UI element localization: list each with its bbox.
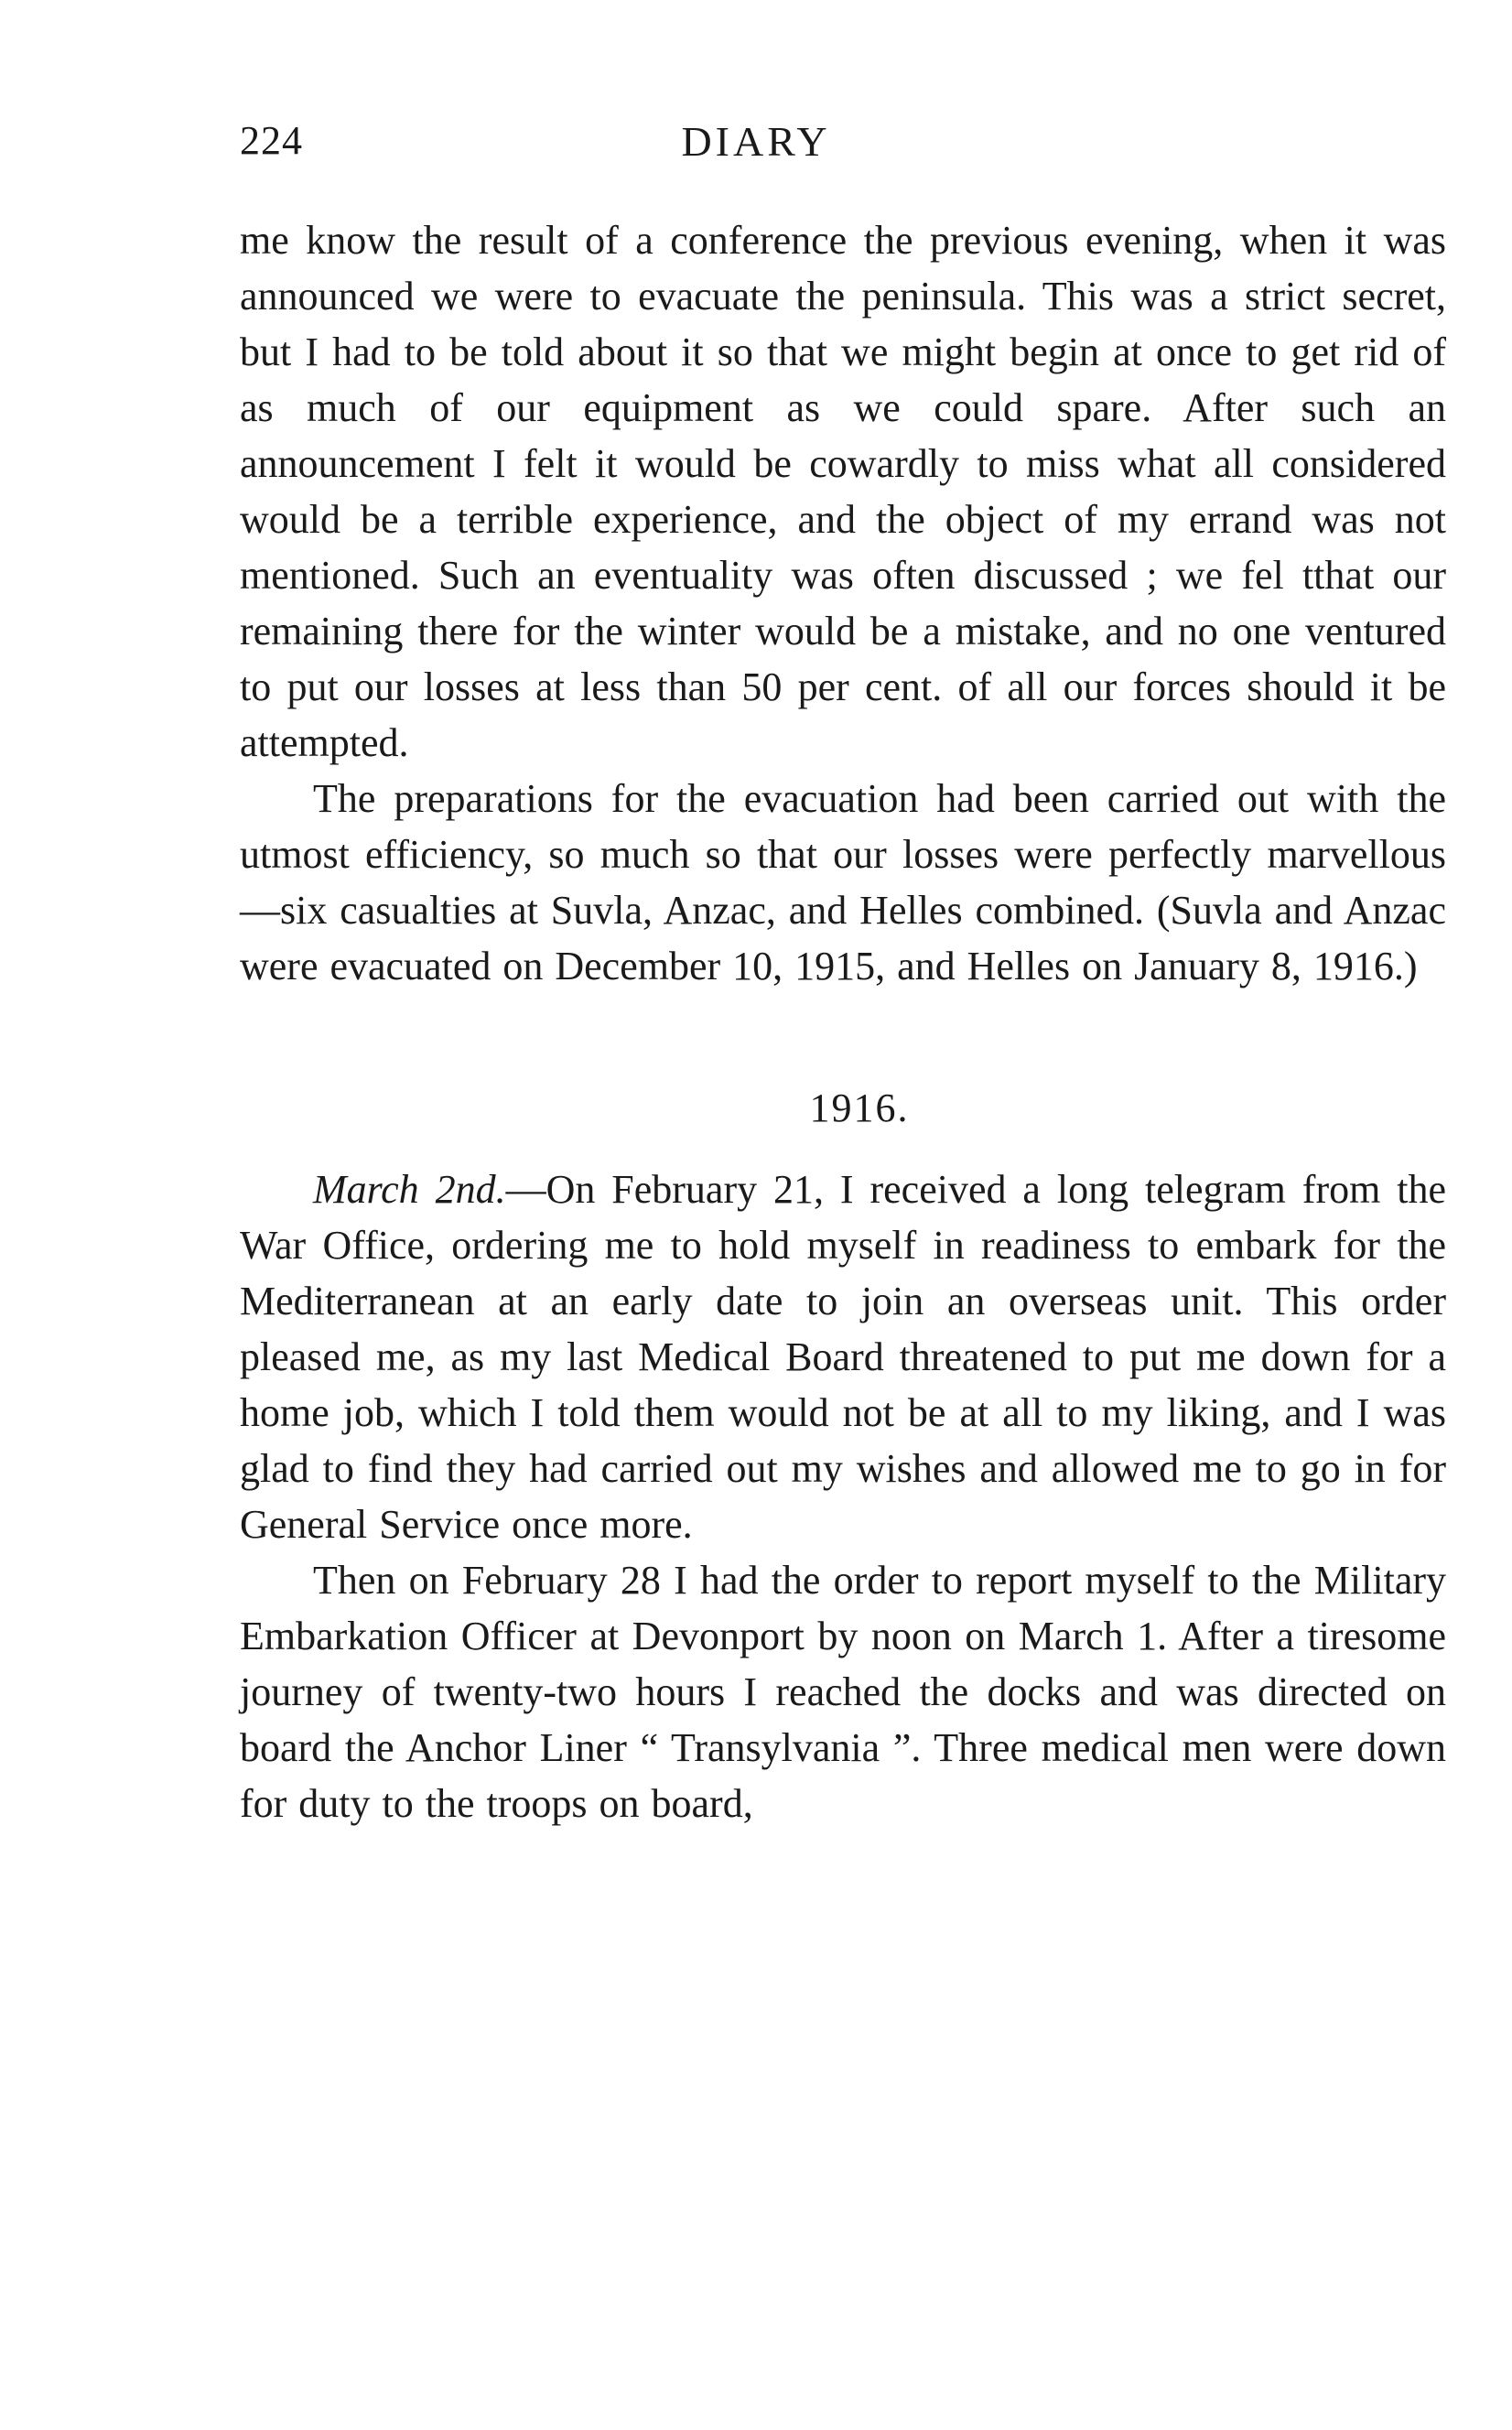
year-heading: 1916. <box>809 1085 910 1130</box>
running-title: DIARY <box>681 118 831 165</box>
entry-text: —On February 21, I received a long telegram from the War Office, ordering me to hold myself in readiness to embark for the Mediterranean at an early date to join an overseas unit. This order pleased me, as my last Medical Board threatened to put me down for a home job, which I told them would not be at all to my liking, and I was glad to find they had carried out my wishes and allowed me to go in for General Service once more. <box>240 1167 1446 1547</box>
paragraph-evacuation-secret: me know the result of a conference the previous evening, when it was announced we were to evacuate the peninsula. This was a strict secret, but I had to be told about it so that we might begin at once to get rid of as much of our equipment as we could spare. After such an announcement I felt it would be cowardly to miss what all considered would be a terrible experience, and the object of my errand was not mentioned. Such an eventuality was often discussed ; we fel tthat our remaining there for the winter would be a mistake, and no one ventured to put our losses at less than 50 per cent. of all our forces should it be attempted. <box>240 218 1446 765</box>
page-number: 224 <box>240 118 303 163</box>
paragraph-evacuation-preparations: The preparations for the evacuation had been carried out with the utmost efficiency, so much so that our losses were perfectly marvellous—six casualties at Suvla, Anzac, and Helles combined. (Suvla and Anzac were evacuated on December 10, 1915, and Helles on January 8, 1916.) <box>240 776 1446 988</box>
paragraph-march-entry <box>240 1161 1446 1552</box>
paragraph-devonport-journey: Then on February 28 I had the order to report myself to the Military Embarkation Officer at Devonport by noon on March 1. After a tiresome journey of twenty-two hours I reached the docks and was directed on board the Anchor Liner “ Transylvania ”. Three medical men were down for duty to the troops on board, <box>240 1558 1446 1826</box>
page-body <box>240 212 1446 1831</box>
entry-date: March 2nd. <box>313 1167 506 1212</box>
